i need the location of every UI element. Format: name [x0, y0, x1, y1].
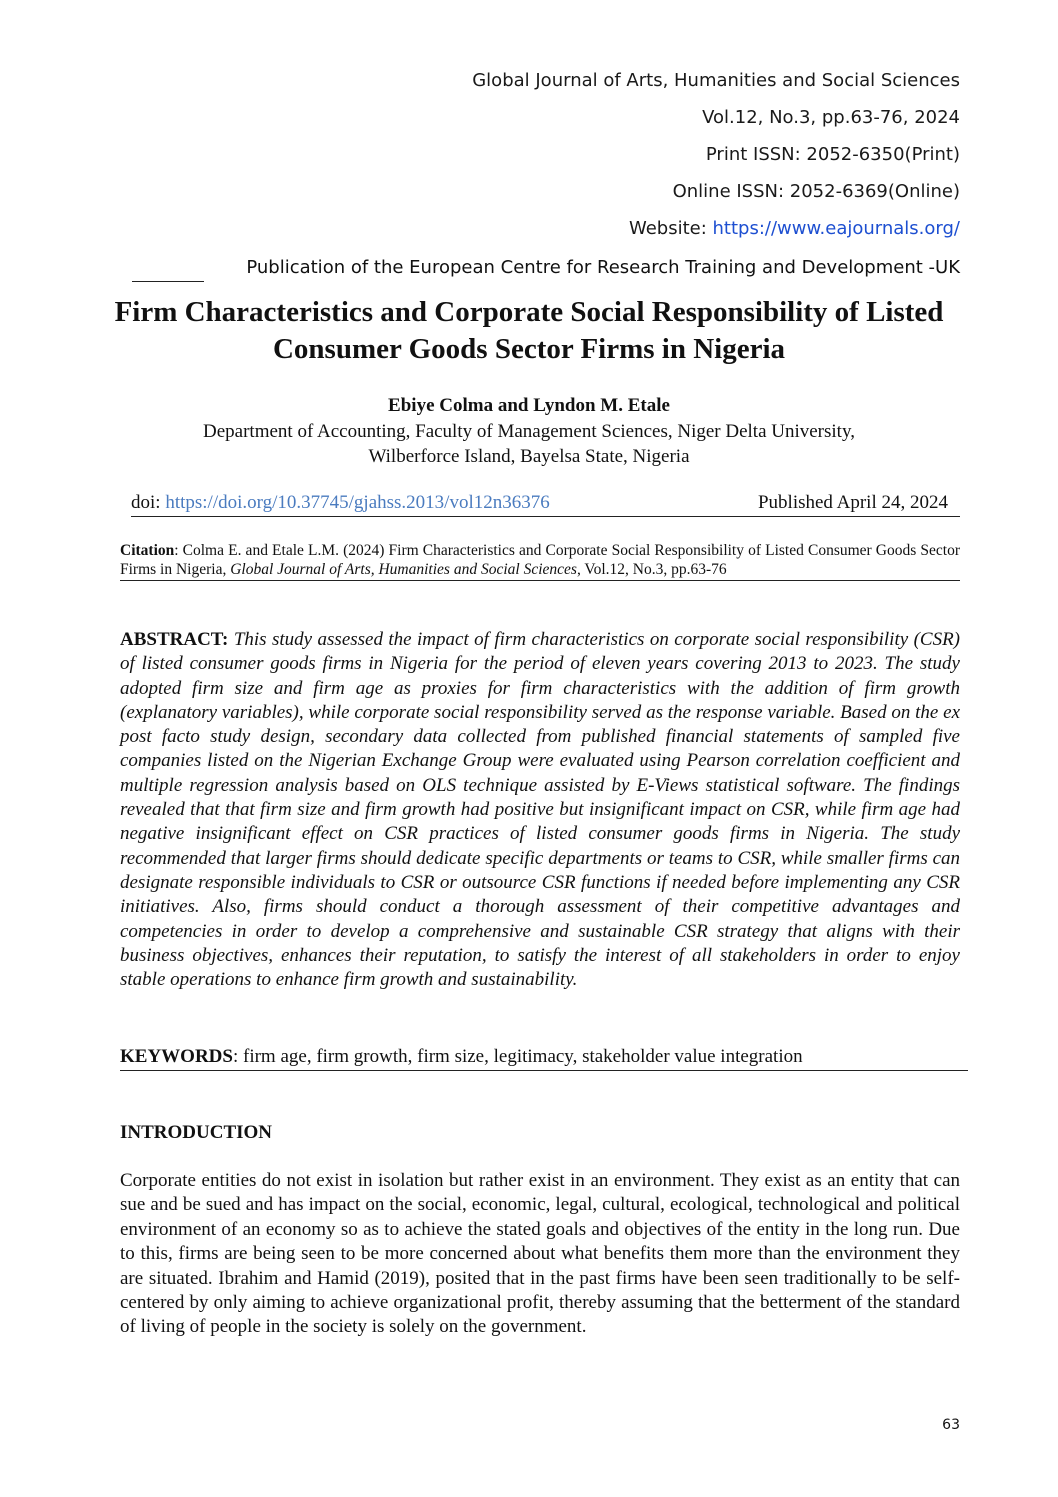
citation-label: Citation [120, 542, 175, 559]
print-issn: Print ISSN: 2052-6350(Print) [705, 144, 960, 165]
citation-text: : Colma E. and Etale L.M. (2024) Firm Characteristics and Corporate Social Responsibility of Listed Consumer Goods Sector Firms in Nigeria, [120, 542, 960, 578]
journal-header [472, 62, 960, 247]
citation-journal: Global Journal of Arts, Humanities and Social Sciences [230, 561, 577, 578]
abstract-label: ABSTRACT: [120, 629, 229, 650]
section-heading-introduction: INTRODUCTION [120, 1122, 273, 1143]
paper-title: Firm Characteristics and Corporate Social Responsibility of Listed Consumer Goods Sector Firms in Nigeria [114, 296, 944, 365]
online-issn: Online ISSN: 2052-6369(Online) [672, 181, 960, 202]
paper-authors: Ebiye Colma and Lyndon M. Etale [388, 395, 670, 416]
page-number: 63 [942, 1417, 960, 1433]
keywords-text: : firm age, firm growth, firm size, legitimacy, stakeholder value integration [232, 1046, 803, 1067]
citation-pages: , Vol.12, No.3, pp.63-76 [576, 561, 727, 578]
citation-block [120, 541, 960, 581]
website-link[interactable]: https://www.eajournals.org/ [712, 218, 960, 239]
keywords-line [120, 1045, 968, 1071]
website-label: Website: [628, 218, 713, 239]
keywords-label: KEYWORDS [120, 1046, 233, 1067]
affiliation-line-1: Department of Accounting, Faculty of Management Sciences, Niger Delta University, [203, 421, 855, 442]
doi-link[interactable]: https://doi.org/10.37745/gjahss.2013/vol12n36376 [165, 492, 550, 513]
publisher-line: Publication of the European Centre for Research Training and Development -UK [246, 257, 960, 278]
author-affiliation [100, 419, 958, 469]
journal-name: Global Journal of Arts, Humanities and Social Sciences [472, 70, 960, 91]
doi-row [131, 490, 960, 517]
website-line [472, 210, 960, 247]
published-date: Published April 24, 2024 [757, 492, 948, 513]
journal-volume: Vol.12, No.3, pp.63-76, 2024 [702, 107, 960, 128]
affiliation-line-2: Wilberforce Island, Bayelsa State, Nigeria [368, 446, 690, 467]
header-rule [132, 281, 204, 282]
abstract-text: This study assessed the impact of firm characteristics on corporate social responsibility (CSR) of listed consumer goods firms in Nigeria for the period of eleven years covering 2013 to 2023. The study adopted firm size and firm age as proxies for firm characteristics with the addition of firm growth (explanatory variables), while corporate social responsibility served as the response variable. Based on the ex post facto study design, secondary data collected from published financial statements of sampled five companies listed on the Nigerian Exchange Group were evaluated using Pearson correlation coefficient and multiple regression analysis based on OLS technique assisted by E-Views statistical software. The findings revealed that that firm size and firm growth had positive but insignificant impact on CSR, while firm age had negative insignificant effect on CSR practices of listed consumer goods firms in Nigeria. The study recommended that larger firms should dedicate specific departments or teams to CSR, while smaller firms can designate responsible individuals to CSR or outsource CSR functions if needed before implementing any CSR initiatives. Also, firms should conduct a thorough assessment of their competitive advantages and competencies in order to develop a comprehensive and sustainable CSR strategy that aligns with their business objectives, enhances their reputation, to satisfy the interest of all stakeholders in order to enjoy stable operations to enhance firm growth and sustainability. [120, 629, 961, 991]
doi-label: doi: [131, 492, 166, 513]
abstract-block [120, 628, 960, 992]
introduction-paragraph: Corporate entities do not exist in isolation but rather exist in an environment. They exist as an entity that can sue and be sued and has impact on the social, economic, legal, cultural, ecological, technological and political environment of an economy so as to achieve the stated goals and objectives of the entity in the long run. Due to this, firms are being seen to be more concerned about what benefits them more than the environment they are situated. Ibrahim and Hamid (2019), posited that in the past firms have been seen traditionally to be self-centered by only aiming to achieve organizational profit, thereby assuming that the betterment of the standard of living of people in the society is solely on the government. [120, 1170, 960, 1338]
